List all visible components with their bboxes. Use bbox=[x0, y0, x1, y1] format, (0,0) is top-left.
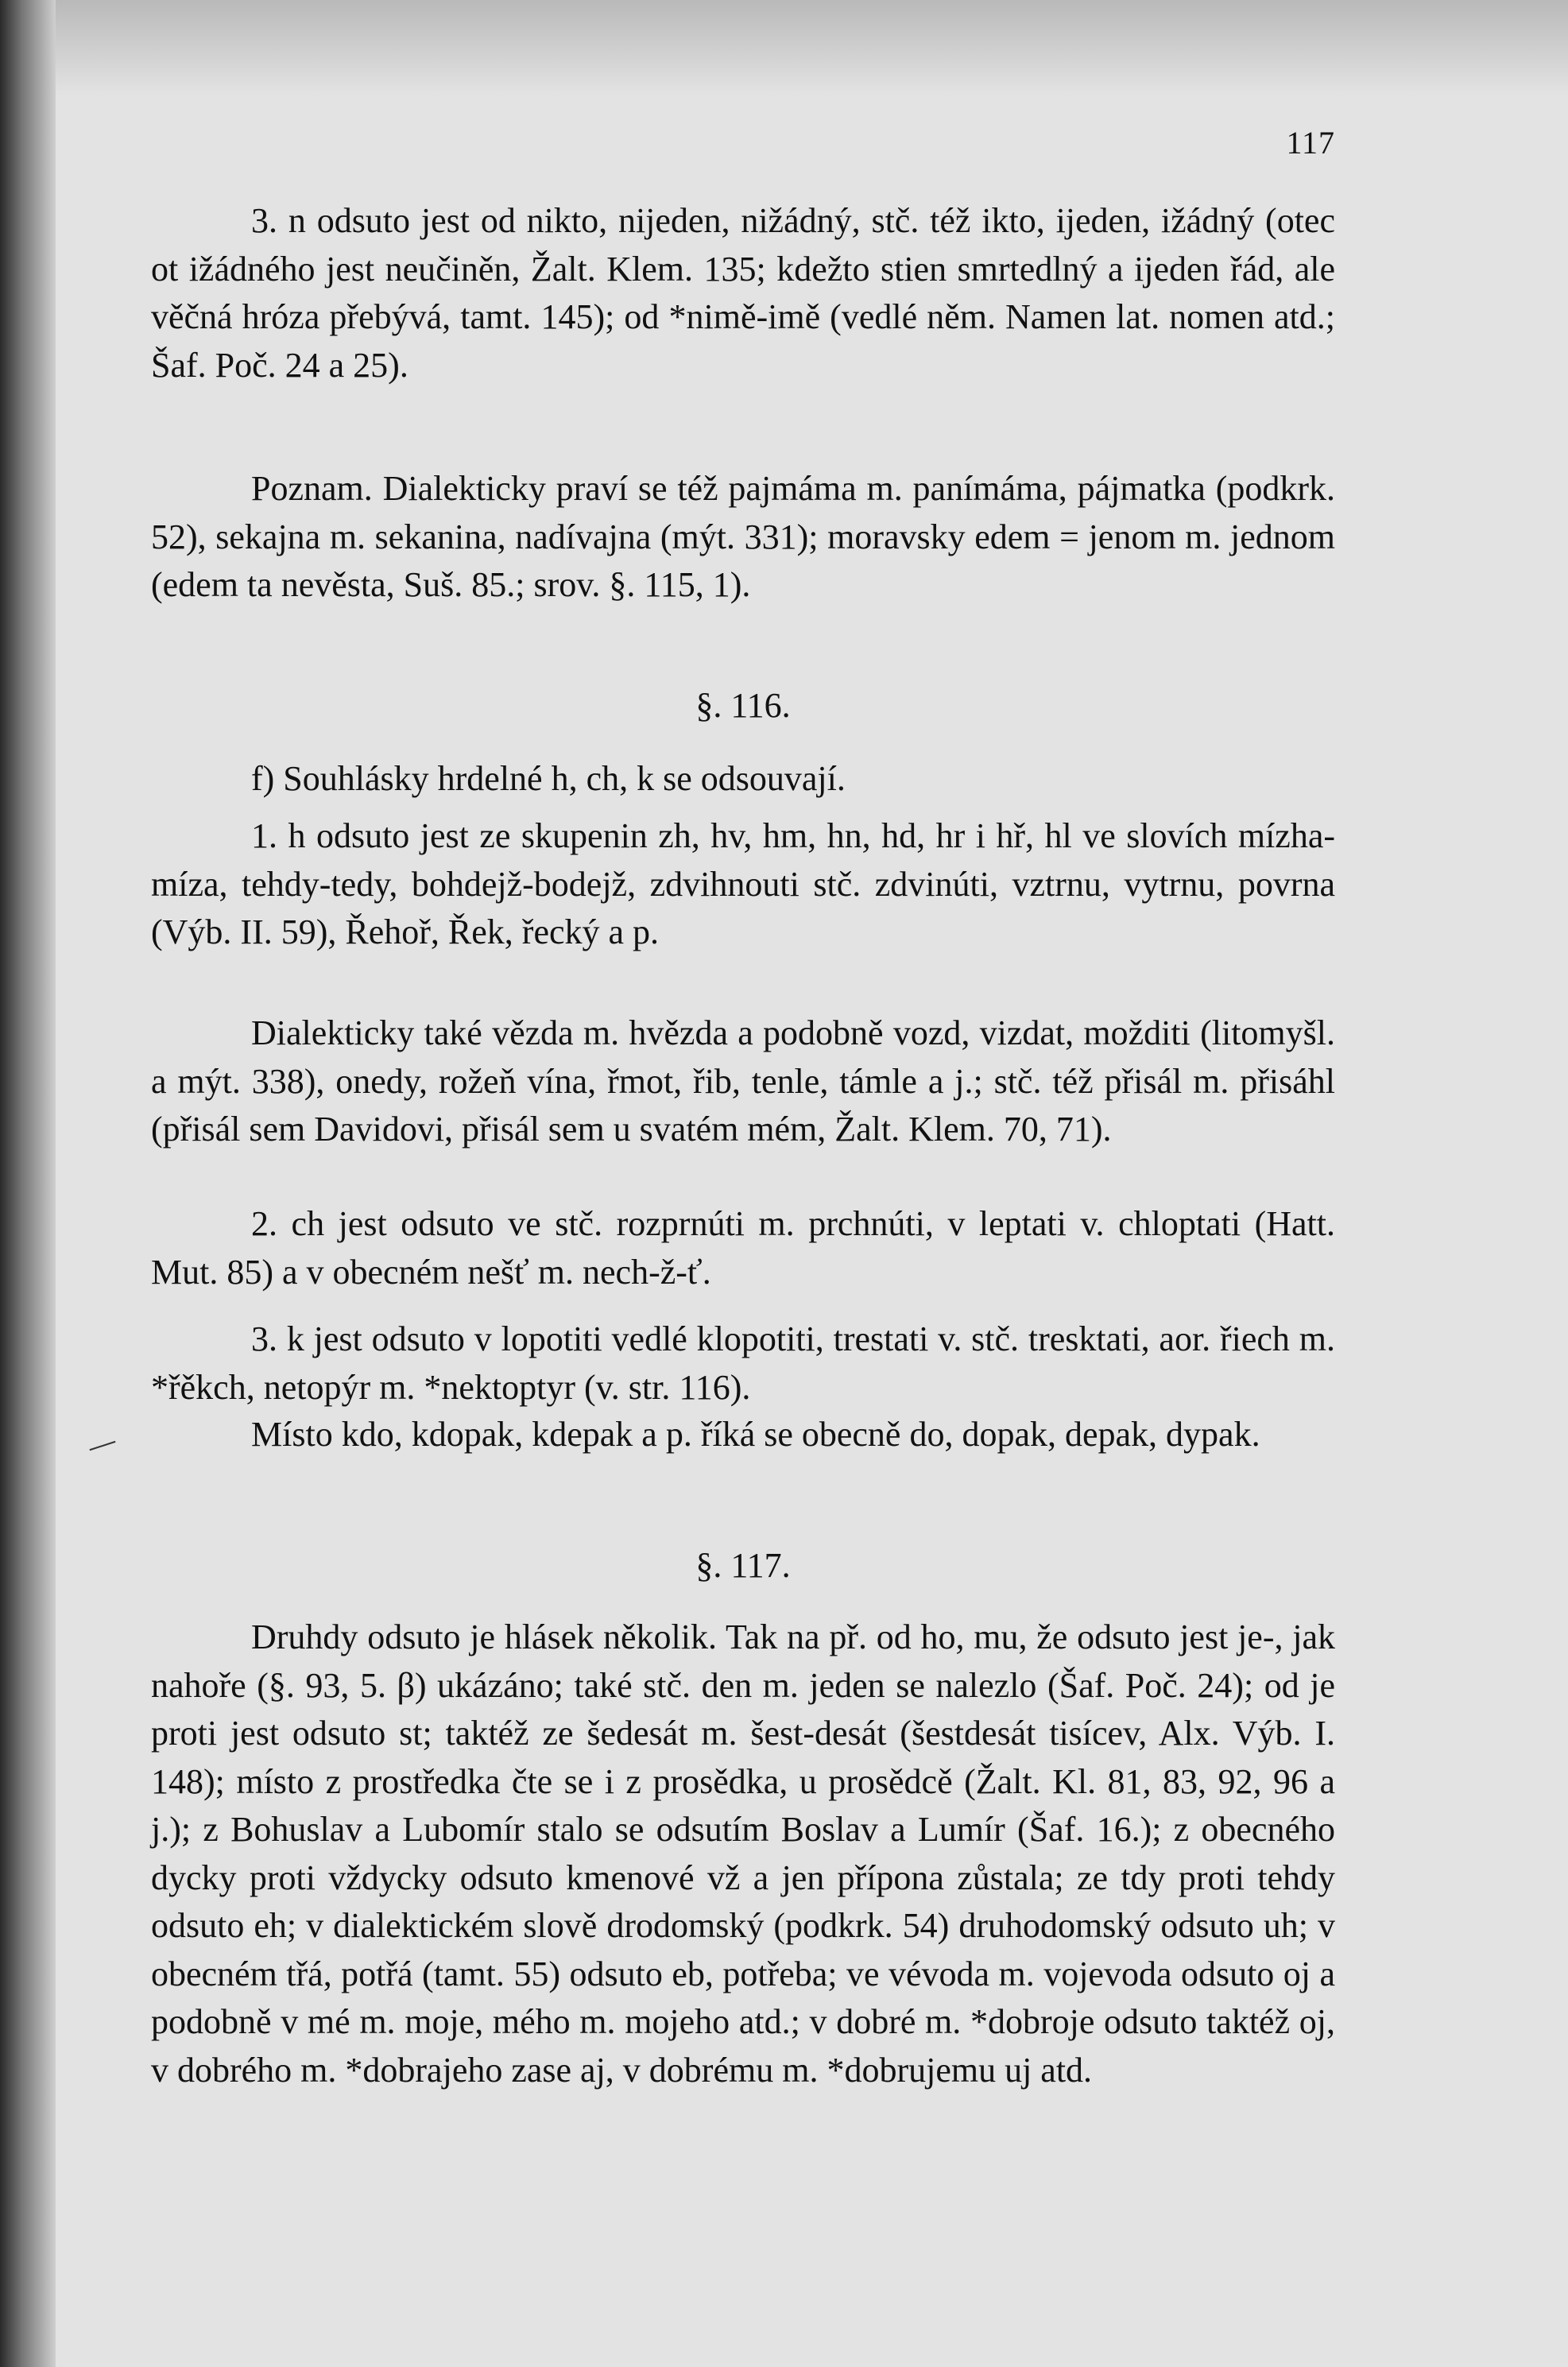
paragraph-druhdy-odsuto: Druhdy odsuto je hlásek několik. Tak na př. od ho, mu, že odsuto jest je-, jak nahoře (§. 93, 5. β) ukázáno; také stč. den m. jeden se nalezlo (Šaf. Poč. 24); od je proti jest odsuto st; taktéž ze šedesát m. šest-desát (šestdesát tisícev, Alx. Výb. I. 148); místo z prostředka čte se i z prosědka, u prosědcě (Žalt. Kl. 81, 83, 92, 96 a j.); z Bohuslav a Lubomír stalo se odsutím Boslav a Lumír (Šaf. 16.); z obecného dycky proti vždycky odsuto kmenové vž a jen přípona zůstala; ze tdy proti tehdy odsuto eh; v dialektickém slově drodomský (podkrk. 54) druhodomský odsuto uh; v obecném třá, potřá (tamt. 55) odsuto eb, potřeba; ve vévoda m. vojevoda odsuto oj a podobně v mé m. moje, mého m. mojeho atd.; v dobré m. *dobroje odsuto taktéž oj, v dobrého m. *dobrajeho zase aj, v dobrému m. *dobrujemu uj atd. bbox=[151, 1617, 1335, 2090]
top-edge-shading bbox=[56, 0, 1568, 95]
paragraph-dialekticky-vezda: Dialekticky také vězda m. hvězda a podobně vozd, vizdat, možditi (litomyšl. a mýt. 338), onedy, rožeň vína, řmot, řib, tenle, támle a j.; stč. též přisál m. přisáhl (přisál sem Davidovi, přisál sem u svatém mém, Žalt. Klem. 70, 71). bbox=[151, 1013, 1335, 1149]
paragraph-ch-odsuto: 2. ch jest odsuto ve stč. rozprnúti m. prchnúti, v leptati v. chloptati (Hatt. Mut. 85) a v obecném nešť m. nech-ž-ť. bbox=[151, 1204, 1335, 1292]
paragraph-h-odsuto: 1. h odsuto jest ze skupenin zh, hv, hm, hn, hd, hr i hř, hl ve slovích mízha-míza, tehdy-tedy, bohdejž-bodejž, zdvihnouti stč. zdvinúti, vztrnu, vytrnu, povrna (Výb. II. 59), Řehoř, Řek, řecký a p. bbox=[151, 816, 1335, 951]
paragraph-odsuto-n: 3. n odsuto jest od nikto, nijeden, nižádný, stč. též ikto, ijeden, ižádný (otec ot ižádného jest neučiněn, Žalt. Klem. 135; kdežto stien smrtedlný a ijeden řád, ale věčná hróza přebývá, tamt. 145); od *nimě-imě (vedlé něm. Namen lat. nomen atd.; Šaf. Poč. 24 a 25). bbox=[151, 201, 1335, 385]
paragraph-souhlasky-hrdelne: f) Souhlásky hrdelné h, ch, k se odsouvají. bbox=[251, 759, 846, 798]
paragraph-poznamka: Poznam. Dialekticky praví se též pajmáma m. panímáma, pájmatka (podkrk. 52), sekajna m. sekanina, nadívajna (mýt. 331); moravsky edem = jenom m. jednom (edem ta nevěsta, Suš. 85.; srov. §. 115, 1). bbox=[151, 469, 1335, 604]
book-gutter-shadow bbox=[0, 0, 56, 2367]
paragraph-misto-kdo: Místo kdo, kdopak, kdepak a p. říká se obecně do, dopak, depak, dypak. bbox=[251, 1415, 1260, 1454]
section-heading-117: §. 117. bbox=[695, 1546, 791, 1585]
section-heading-116: §. 116. bbox=[695, 686, 791, 725]
page-number: 117 bbox=[1286, 125, 1335, 161]
book-page bbox=[151, 119, 1335, 2281]
paragraph-k-odsuto: 3. k jest odsuto v lopotiti vedlé klopotiti, trestati v. stč. tresktati, aor. řiech m. *řěkch, netopýr m. *nektoptyr (v. str. 116). bbox=[151, 1319, 1335, 1407]
